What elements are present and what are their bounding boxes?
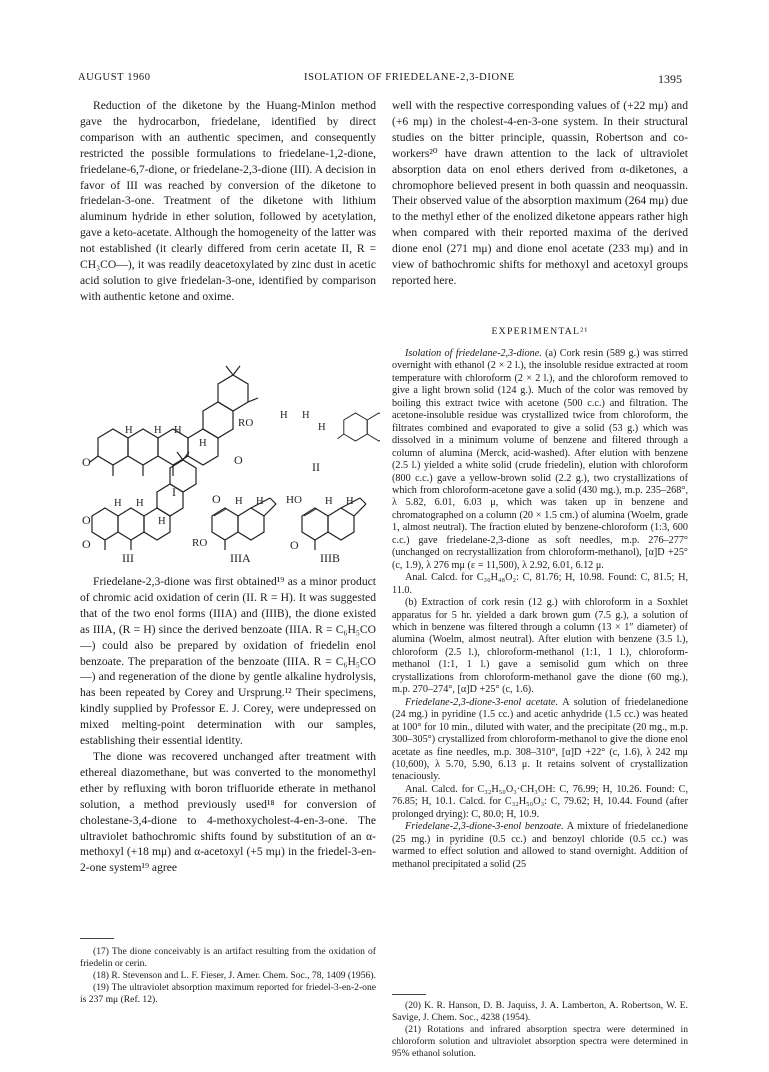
- footnote-20: (20) K. R. Hanson, D. B. Jaquiss, J. A. Lamberton, A. Robertson, W. E. Savige, J. Chem. Soc., 4238 (1954).: [392, 1000, 688, 1023]
- chemical-structures-figure: [80, 338, 380, 570]
- subheading-enol-acetate: Friedelane-2,3-dione-3-enol acetate.: [405, 696, 558, 708]
- analysis-enol-acetate: Anal. Calcd. for C₃₂H₅₀O₃·CH₃OH: C, 76.99; H, 10.26. Found: C, 76.85; H, 10.1. Calcd. for C₃₂H₅₀O₃: C, 79.62; H, 10.44. Found (after prolonged drying): C, 80.0; H, 10.9.: [392, 783, 688, 820]
- atom-H-III-2: H: [136, 498, 144, 509]
- experimental-section: [392, 326, 688, 337]
- atom-H-IIIA-2: H: [256, 496, 264, 507]
- atom-H-I-2: H: [154, 425, 162, 436]
- structure-IIIA: [212, 498, 276, 550]
- atom-O-IIIB: O: [290, 538, 299, 552]
- paragraph-reduction: Reduction of the diketone by the Huang-Minlon method gave the hydrocarbon, friedelane, identified by direct comparison with an authentic specimen, and consequently restricted the possible formulations to friedelane-1,2-dione, friedelane-6,7-dione, or friedelane-2,3-dione (III). A decision in favor of III was reached by conversion of the diketone to friedelan-3-one. Treatment of the diketone with lithium aluminum hydride in ether solution, followed by acetylation, gave a keto-acetate. Although the homogeneity of the latter was not established (it clearly differed from cerin acetate II, R = CH₃CO—), it was readily deacetoxylated by zinc dust in acetic acid solution to give friedelan-3-one, identified by comparison with authentic ketone and oxime.: [80, 99, 376, 303]
- experimental-text: [392, 348, 688, 871]
- experimental-enol-acetate: [392, 697, 688, 784]
- header-date: AUGUST 1960: [78, 72, 151, 83]
- atom-H-IIIA-1: H: [235, 496, 243, 507]
- structure-I: [90, 366, 258, 476]
- substituent-RO-II: RO: [238, 417, 254, 429]
- label-structure-I: I: [172, 485, 176, 499]
- substituent-HO-IIIB: HO: [286, 494, 302, 506]
- label-structure-III: III: [122, 551, 134, 565]
- isolation-procedure-a: (a) Cork resin (589 g.) was stirred overnight with ethanol (2 × 2 l.), the insoluble residue extracted at room temperature with chloroform (2 × 2 l.), and the chloroform removed to give a light brown solid (124 g.). Much of the color was removed by boiling this extract twice with acetone (500 c.c.) and filtration. The acetone-insoluble residue was crystallized twice from chloroform, the filtrates combined and evaporated to give a solid (53 g.) which was dissolved in a minimum volume of benzene and filtered through a column of alumina (Merck, acid-washed). After elution with benzene (2.5 l.) yielded a white solid (crude friedelin), elution with chloroform (800 c.c.) gave a yellow-brown solid (2.2 g.), two crystallizations of which from chloroform-acetone gave a solid (430 mg.), m.p. 235–268°, λ 5.82, 6.01, 6.03 μ, which was taken up in benzene and chromatographed on a column (20 × 1.5 cm.) of alumina (Woelm, grade 1, almost neutral). The fraction eluted by benzene-chloroform (1:3, 600 c.c.) gave friedelane-2,3-dione as soft needles, m.p. 276–277° (unchanged on recrystallization from chloroform-methanol), [α]D +25° (c, 1.9), λ 276 mμ (ε = 11,500), λ 2.92, 6.01, 6.12 μ.: [392, 348, 689, 571]
- atom-O-III-2: O: [82, 537, 91, 551]
- subheading-isolation: Isolation of friedelane-2,3-dione.: [405, 348, 542, 359]
- footnote-17: (17) The dione conceivably is an artifact resulting from the oxidation of friedelin or cerin.: [80, 946, 376, 969]
- paragraph-diazomethane: The dione was recovered unchanged after treatment with ethereal diazomethane, but was converted to the monomethyl ether by refluxing with boron trifluoride etherate in methanol solution, a method previously used¹⁸ for conversion of cholestane-3,4-dione to 4-methoxycholest-4-en-3-one. The ultraviolet bathochromic shifts found by substitution of an α-methoxyl (+18 mμ) and α-acetoxyl (+5 mμ) in the friedel-3-en-2-one system¹⁹ agree: [80, 749, 376, 875]
- header-title: ISOLATION OF FRIEDELANE-2,3-DIONE: [304, 72, 515, 83]
- label-structure-IIIB: IIIB: [320, 551, 340, 565]
- label-structure-II: II: [312, 460, 320, 474]
- isolation-procedure-b: (b) Extraction of cork resin (12 g.) with chloroform in a Soxhlet apparatus for 5 hr. yielded a dark brown gum (7.5 g.), a solution of which in benzene was filtered through a column (13 × 1″ diameter) of alumina (Woelm, almost neutral). After elution with benzene (3.5 l.), chloroform (2.5 l.), chloroform-methanol (1:1, 1 l.), chloroform-methanol (1:1, 1 l.) gave a semisolid gum which on three crystallizations from chloroform-methanol gave the dione (60 mg.), m.p. 270–274°, [α]D +25° (c, 1.6).: [392, 597, 688, 696]
- footnotes-right: [392, 1000, 688, 1060]
- atom-H-IIIB-2: H: [346, 496, 354, 507]
- atom-H-II-3: H: [318, 422, 326, 433]
- footnotes-left: [80, 946, 376, 1006]
- atom-O-III-1: O: [82, 513, 91, 527]
- atom-H-I-1: H: [125, 425, 133, 436]
- footnote-rule-right: [392, 994, 426, 995]
- running-header: [78, 72, 682, 86]
- left-column: [80, 98, 376, 305]
- section-title-experimental: EXPERIMENTAL²¹: [491, 326, 589, 337]
- paragraph-continued: well with the respective corresponding values of (+22 mμ) and (+6 mμ) in the cholest-4-en-3-one system. In their structural studies on the bitter principle, quassin, Robertson and co-workers²⁰ have drawn attention to the lack of ultraviolet absorption data on enol ethers derived from α-diketones, a chromophore believed present in both quassin and neoquassin. Their observed value of the absorption maximum (264 mμ) due to the methyl ether of the enolized diketone appears rather high when compared with their reported maxima of the derived dione enol (271 mμ) and dione enol acetate (233 mμ) and in view of bathochromic shifts for methoxyl and acetoxyl groups reported here.: [392, 99, 688, 287]
- footnote-18: (18) R. Stevenson and L. F. Fieser, J. Amer. Chem. Soc., 78, 1409 (1956).: [93, 969, 376, 981]
- atom-H-III-1: H: [114, 498, 122, 509]
- atom-H-I-3: H: [174, 425, 182, 436]
- right-column: [392, 98, 688, 289]
- structure-III: [92, 452, 196, 550]
- paragraph-first-obtained: Friedelane-2,3-dione was first obtained¹⁹ as a minor product of chromic acid oxidation of cerin (II. R = H). It was suggested that of the two enol forms (IIIA) and (IIIB), the dione existed as IIIA, (R = H) since the derived benzoate (IIIA. R = C₆H₅CO—) could also be prepared by oxidation of friedelin enol benzoate. The preparation of the benzoate (IIIA. R = C₆H₅CO—) and regeneration of the dione by gentle alkaline hydrolysis, has been repeated by Corey and Ursprung.¹² Their specimens, kindly supplied by Professor E. J. Corey, were undepressed on mixed melting-point determination with our samples, establishing their essential identity.: [80, 575, 376, 748]
- enol-acetate-procedure: A solution of friedelanedione (24 mg.) in pyridine (1.5 cc.) and acetic anhydride (1.5 cc.) was heated at 100° for 10 min., diluted with water, and the precipitate (20 mg., m.p. 300–305°) crystallized from chloroform-methanol to give the dione enol acetate as fine needles, m.p. 308–310°, [α]D +22° (c, 1.6), λ 242 mμ (10,600), λ 5.70, 5.90, 6.13 μ. It retains solvent of crystallization tenaciously.: [392, 696, 688, 783]
- page-number: 1395: [658, 72, 682, 86]
- atom-H-II-1: H: [280, 410, 288, 421]
- footnote-rule-left: [80, 938, 114, 939]
- atom-H-I-4: H: [199, 438, 207, 449]
- enol-benzoate-procedure: A mixture of friedelanedione (25 mg.) in pyridine (0.5 cc.) and benzoyl chloride (0.5 cc.) was warmed to effect solution and allowed to stand overnight. Addition of methanol precipitated a solid (25: [392, 821, 688, 870]
- footnote-21: (21) Rotations and infrared absorption spectra were determined in chloroform solution and ultraviolet absorption spectra were determined in 95% ethanol solution.: [392, 1023, 688, 1059]
- structure-IIIB: [302, 498, 366, 550]
- experimental-isolation: [392, 348, 688, 572]
- left-column-lower: [80, 574, 376, 876]
- analysis-dione: Anal. Calcd. for C₃₀H₄₈O₂: C, 81.76; H, 10.98. Found: C, 81.5; H, 11.0.: [392, 572, 688, 596]
- atom-O-I: O: [82, 455, 91, 469]
- substituent-RO-IIIA: RO: [192, 537, 208, 549]
- atom-H-II-2: H: [302, 410, 310, 421]
- experimental-enol-benzoate: [392, 821, 688, 871]
- atom-O-II: O: [234, 453, 243, 467]
- atom-H-III-3: H: [158, 516, 166, 527]
- footnote-19: (19) The ultraviolet absorption maximum reported for friedel-3-en-2-one is 237 mμ (Ref. 12).: [80, 981, 376, 1005]
- subheading-enol-benzoate: Friedelane-2,3-dione-3-enol benzoate.: [405, 821, 564, 833]
- atom-H-IIIB-1: H: [325, 496, 333, 507]
- atom-O-IIIA: O: [212, 492, 221, 506]
- structure-II: [338, 364, 380, 441]
- label-structure-IIIA: IIIA: [230, 551, 251, 565]
